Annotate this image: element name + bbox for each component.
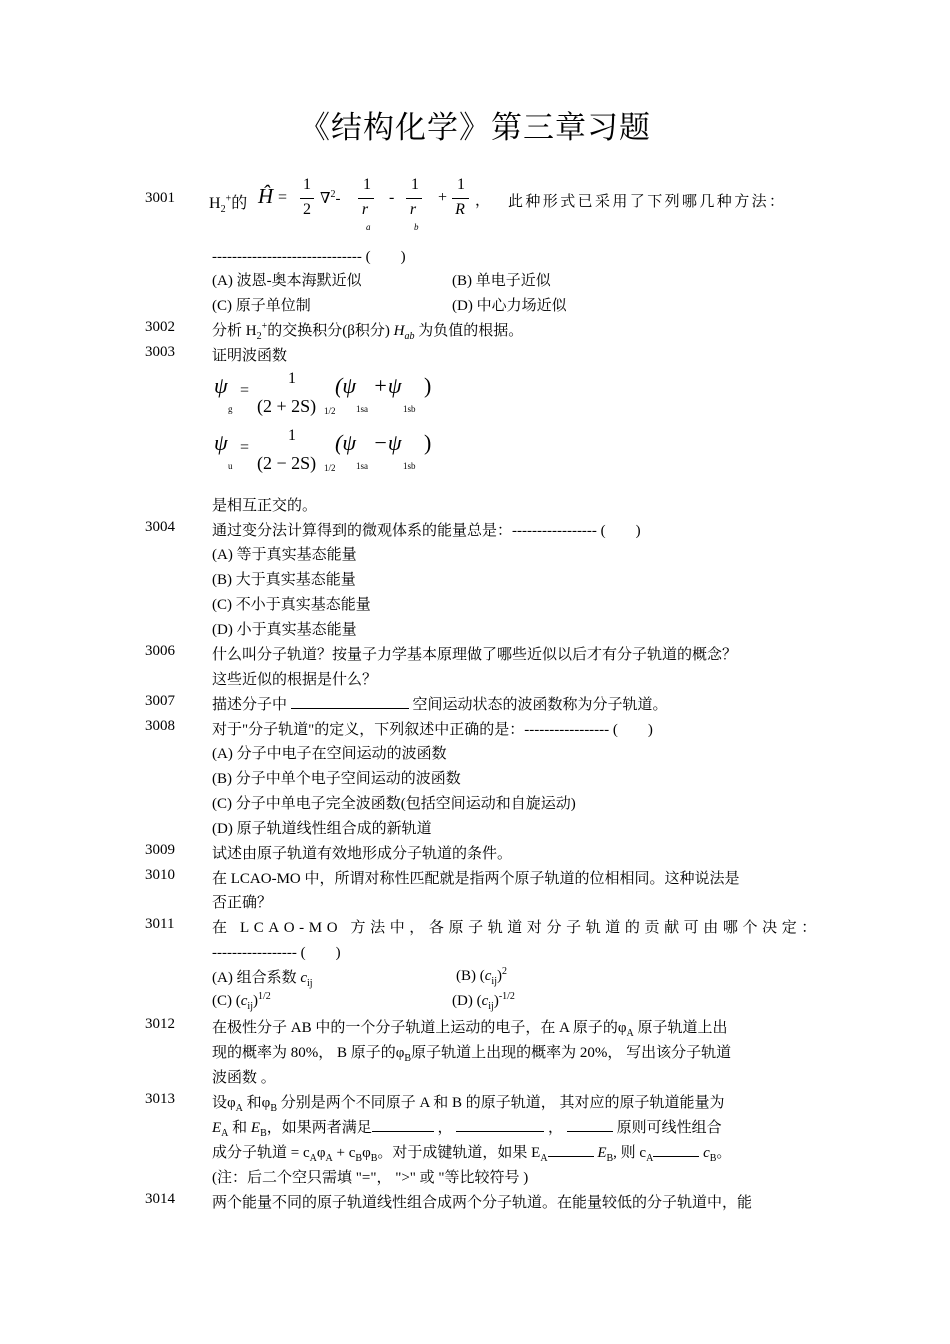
fraction-denominator: 2 — [303, 201, 311, 218]
question-number: 3012 — [145, 1016, 175, 1032]
option-d: (D) 中心力场近似 — [452, 298, 567, 314]
psi-plus: +ψ — [373, 373, 402, 398]
option-c: (C) 不小于真实基态能量 — [212, 597, 371, 613]
fraction-denominator: r — [409, 201, 417, 218]
fill-blank — [567, 1119, 613, 1132]
option-d: (D) $(c_{ij})^{-1/2}$ — [452, 991, 515, 1012]
option-a: (A) 波恩-奥本海默近似 — [212, 273, 362, 289]
option-c: (C) 分子中单电子完全波函数(包括空间运动和自旋运动) — [212, 796, 576, 812]
subscript-1sb: 1sb — [403, 404, 416, 414]
question-text: 试述由原子轨道有效地形成分子轨道的条件。 — [212, 846, 513, 862]
fraction-numerator: 1 — [457, 176, 465, 193]
option-b: (B) 单电子近似 — [452, 273, 551, 289]
fraction-numerator: 1 — [288, 370, 296, 387]
fraction-numerator: 1 — [363, 176, 371, 193]
fraction-bar — [452, 198, 469, 199]
page-title: 《结构化学》第三章习题 — [299, 110, 651, 145]
close-paren: ) — [424, 373, 432, 398]
exponent: 1/2 — [324, 406, 336, 416]
fill-blank — [456, 1119, 544, 1132]
subscript-1sa: 1sa — [356, 404, 368, 414]
question-number: 3001 — [145, 190, 175, 206]
option-b: (B) $(c_{ij})^2$ — [456, 966, 507, 987]
question-text: $E_A$ 和 $E_B$，如果两者满足 ， ， 原则可线性组合 — [212, 1120, 722, 1139]
question-text: 证明波函数 — [212, 348, 288, 364]
answer-blank: ------------------------------ ( ) — [212, 249, 406, 265]
question-number: 3009 — [145, 842, 175, 858]
question-text: 设$\varphi_A$ 和$\varphi_B$ 分别是两个不同原子 A 和 B 的原子轨道， 其对应的原子轨道能量为 — [212, 1095, 725, 1114]
note-text: (注：后二个空只需填 "="， ">" 或 "等比较符号 ) — [212, 1170, 529, 1186]
question-number: 3008 — [145, 718, 175, 734]
question-text: 此种形式已采用了下列哪几种方法： — [508, 194, 787, 210]
question-text: 描述分子中 空间运动状态的波函数称为分子轨道。 — [212, 697, 668, 713]
fill-blank — [548, 1144, 594, 1157]
fraction-numerator: 1 — [411, 176, 419, 193]
fraction-numerator: 1 — [303, 176, 311, 193]
exponent: 1/2 — [324, 463, 336, 473]
h2-plus-label: $H_2^+$的 — [209, 193, 248, 216]
minus-sign: - — [389, 189, 395, 206]
question-number: 3014 — [145, 1191, 175, 1207]
subscript-g: g — [228, 404, 233, 414]
answer-blank: ----------------- ( ) — [212, 945, 341, 961]
fraction-denominator: r — [361, 201, 369, 218]
question-text: 现的概率为 80%， B 原子的$\varphi_B$原子轨道上出现的概率为 20%， 写出该分子轨道 — [212, 1045, 732, 1064]
subscript-a: a — [366, 222, 371, 232]
question-text: 否正确？ — [212, 895, 273, 911]
question-text: 成分子轨道 = $c_A\varphi_A + c_B\varphi_B$。对于成键轨道，如果 $E_A$ $E_B$, 则 $c_A$ $c_B$。 — [212, 1145, 732, 1164]
option-d: (D) 原子轨道线性组合成的新轨道 — [212, 821, 432, 837]
subscript-b: b — [414, 222, 419, 232]
denominator-u: (2 − 2S) — [257, 453, 317, 473]
option-d: (D) 小于真实基态能量 — [212, 622, 357, 638]
comma: ， — [475, 193, 491, 209]
question-text: 是相互正交的。 — [212, 498, 318, 514]
psi-sum-g: (ψ — [335, 373, 356, 398]
question-number: 3011 — [145, 916, 175, 932]
question-text: 这些近似的根据是什么？ — [212, 672, 378, 688]
fraction-bar — [358, 198, 374, 199]
option-b: (B) 分子中单个电子空间运动的波函数 — [212, 771, 461, 787]
option-c: (C) 原子单位制 — [212, 298, 311, 314]
subscript-1sa: 1sa — [356, 461, 368, 471]
fill-blank — [372, 1119, 434, 1132]
equals-sign: = — [278, 189, 288, 206]
psi-minus: −ψ — [373, 430, 402, 455]
fill-blank — [291, 696, 409, 709]
plus-sign: + — [438, 189, 448, 206]
question-number: 3007 — [145, 693, 175, 709]
question-text: 对于"分子轨道"的定义，下列叙述中正确的是：----------------- ( ) — [212, 722, 653, 738]
nabla-term: ∇$^2$- — [320, 189, 341, 207]
question-text: 在极性分子 AB 中的一个分子轨道上运动的电子，在 A 原子的$\varphi_A$ 原子轨道上出 — [212, 1020, 728, 1039]
question-text: 什么叫分子轨道？按量子力学基本原理做了哪些近似以后才有分子轨道的概念？ — [212, 647, 738, 663]
question-text: 分析 $H_2^+$的交换积分(β积分) $H_{ab}$ 为负值的根据。 — [212, 321, 524, 342]
fraction-numerator: 1 — [288, 427, 296, 444]
question-number: 3006 — [145, 643, 175, 659]
question-number: 3004 — [145, 519, 175, 535]
question-text: 在 LCAO-MO 方法中，各原子轨道对分子轨道的贡献可由哪个决定： — [212, 920, 821, 936]
equals-sign: = — [240, 382, 250, 399]
question-text: 两个能量不同的原子轨道线性组合成两个分子轨道。在能量较低的分子轨道中，能 — [212, 1195, 753, 1211]
question-number: 3013 — [145, 1091, 175, 1107]
equals-sign: = — [240, 439, 250, 456]
question-number: 3010 — [145, 867, 175, 883]
fraction-denominator: R — [455, 201, 465, 218]
option-a: (A) 分子中电子在空间运动的波函数 — [212, 746, 447, 762]
question-text: 波函数 。 — [212, 1070, 276, 1086]
hamiltonian-symbol: Ĥ — [258, 184, 274, 208]
psi-symbol: ψ — [214, 373, 228, 398]
fraction-bar — [406, 198, 422, 199]
question-text: 在 LCAO-MO 中，所谓对称性匹配就是指两个原子轨道的位相相同。这种说法是 — [212, 871, 740, 887]
question-number: 3003 — [145, 344, 175, 360]
subscript-u: u — [228, 461, 233, 471]
question-number: 3002 — [145, 319, 175, 335]
option-b: (B) 大于真实基态能量 — [212, 572, 356, 588]
option-a: (A) 组合系数 $c_{ij}$ — [212, 970, 313, 989]
option-c: (C) $(c_{ij})^{1/2}$ — [212, 991, 271, 1012]
fill-blank — [653, 1144, 699, 1157]
psi-diff-u: (ψ — [335, 430, 356, 455]
fraction-bar — [300, 198, 314, 199]
denominator-g: (2 + 2S) — [257, 396, 317, 416]
close-paren: ) — [424, 430, 432, 455]
question-text: 通过变分法计算得到的微观体系的能量总是：----------------- ( ) — [212, 523, 641, 539]
psi-symbol: ψ — [214, 430, 228, 455]
option-a: (A) 等于真实基态能量 — [212, 547, 357, 563]
subscript-1sb: 1sb — [403, 461, 416, 471]
